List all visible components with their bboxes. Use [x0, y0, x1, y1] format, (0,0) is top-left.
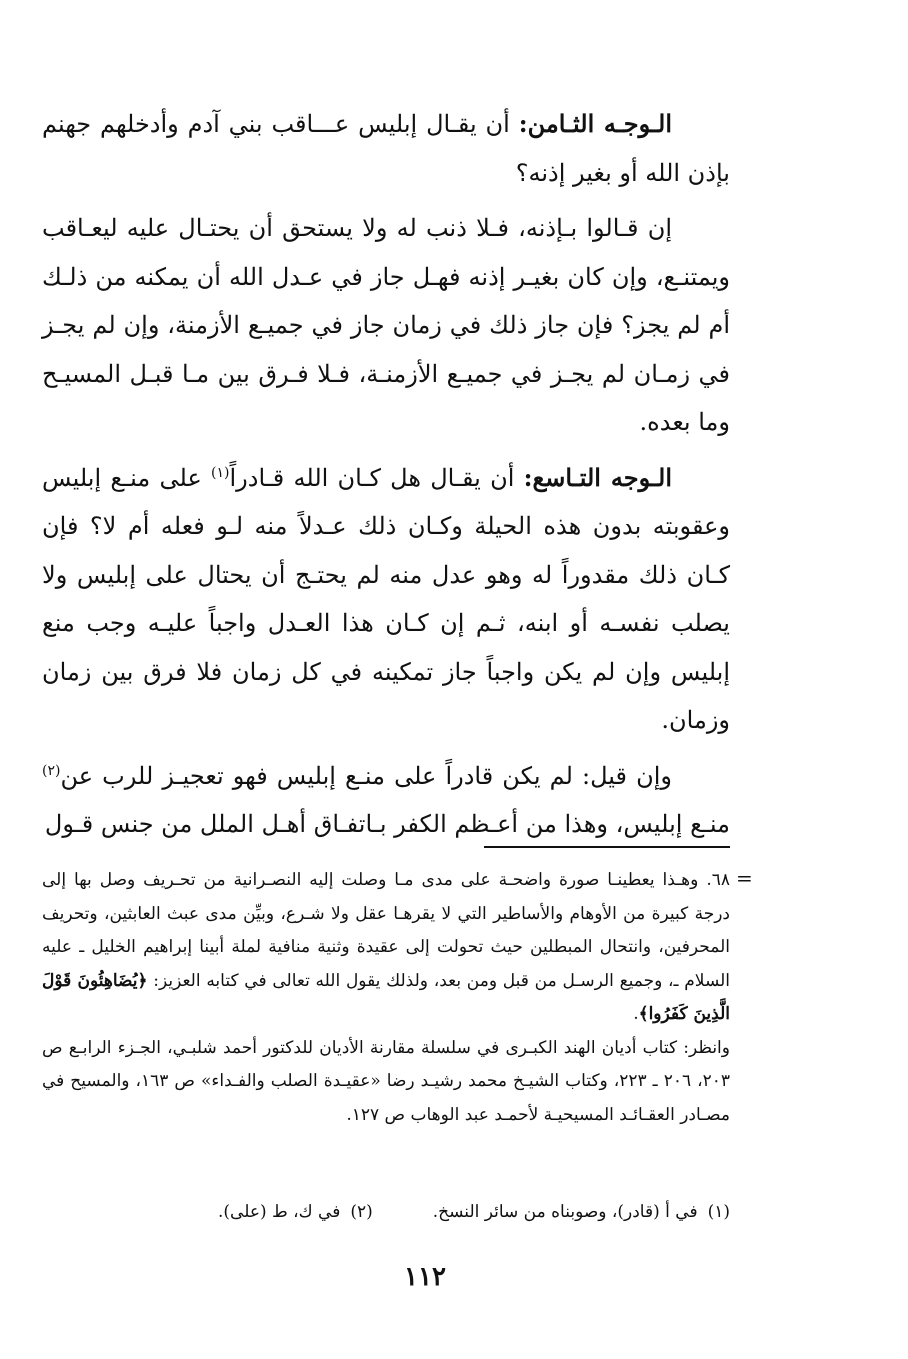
footnote-text: في أ (قادر)، وصوبناه من سائر النسخ. [432, 1202, 698, 1222]
footnote-divider [484, 846, 730, 848]
note-references [42, 1032, 730, 1133]
footnotes [42, 1196, 730, 1228]
continuation-mark: = [736, 866, 753, 890]
note-text: وانظر: كتاب أديان الهند الكبـرى في سلسلة مقارنة الأديان للدكتور أحمد شلبـي، الجـزء الرابـع ص ٢٠٣، ٢٠٦ ـ ٢٢٣، وكتاب الشيـخ محمد رشيـد رضا «عقيـدة الصلب والفـداء» ص ١٦٣، والمسيح في مصـادر العقـائـد المسيحيـة لأحمـد عبد الوهاب ص ١٢٧. [42, 1037, 730, 1125]
footnote-text: في ك، ط (على). [218, 1202, 341, 1222]
paragraph-text: أن يقـال هل كـان الله قـادراً [229, 463, 524, 492]
paragraph-ninth-aspect [42, 454, 730, 745]
note-text: وهـذا يعطينـا صورة واضحـة على مدى مـا وصلت إليه النصـرانية من تحـريف وصل بها إلى درجة كبيرة من الأوهام والأساطير التي لا يقرهـا عقل ولا شـرع، وبيِّن مدى عبث العابثين، وتحريف المحرفين، وانتحال المبطلين حيث تحولت إلى عقيدة وثنية منافية لملة أبينا إبراهيم الخليل ـ عليه السلام ـ، وجميع الرسـل من قبل ومن بعد، ولذلك يقول الله تعالى في كتابه العزيز: [42, 870, 731, 991]
footnote-1 [433, 1196, 730, 1228]
footnote-ref-2[interactable]: (٢) [42, 762, 61, 779]
note-number: ٦٨. [706, 870, 730, 890]
paragraph-text: وإن قيل: لم يكن قادراً على منـع إبليس فهو تعجيـز للرب عن [60, 761, 672, 790]
paragraph-text: إن قـالوا بـإذنه، فـلا ذنب له ولا يستحق أن يحتـال عليه ليعـاقب ويمتنـع، وإن كان بغيـر إذنه فهـل جاز في عـدل الله أن يمكنه من ذلـك أم لم يجز؟ فإن جاز ذلك في زمان جاز في جميـع الأزمنة، وإن لم يجـز في زمـان لم يجـز في جميـع الأزمنـة، فـلا فـرق بين مـا قبـل المسيـح وما بعده. [42, 214, 730, 436]
paragraph-if-they-said [42, 204, 730, 447]
note-paragraph [42, 864, 730, 1032]
quran-quote: ﴿يُضَاهِئُونَ قَوْلَ الَّذِينَ كَفَرُوا﴾ [42, 970, 730, 1024]
paragraph-text: أن يقـال إبليس عـــاقب بني آدم وأدخلهم جهنم بإذن الله أو بغير إذنه؟ [42, 110, 730, 187]
paragraph-text: على منـع إبليس وعقوبته بدون هذه الحيلة وكـان ذلك عـدلاً منه لـو فعله أم لا؟ فإن كـان ذلك مقدوراً له وهو عدل منه لم يحتـج أن يحتال على إبليس ولا يصلب نفسـه أو ابنه، ثـم إن كـان هذا العـدل واجباً عليـه وجب منع إبليس وإن لم يكن واجباً جاز تمكينه في كل زمان فلا فرق بين زمان وزمان. [42, 463, 730, 734]
editor-note [42, 864, 730, 1132]
paragraph-text: منـع إبليس، وهذا من أعـظم الكفر بـاتفـاق أهـل الملل من جنس قـول [44, 810, 730, 838]
paragraph-heading: الـوجـه الثـامن: [518, 109, 672, 138]
footnote-number: (٢) [350, 1202, 373, 1222]
note-period: . [633, 1004, 639, 1024]
footnote-2 [218, 1196, 373, 1228]
paragraph-heading: الـوجه التـاسع: [523, 462, 672, 492]
main-text [42, 100, 730, 856]
footnote-number: (١) [707, 1202, 730, 1222]
page-number: ١١٢ [404, 1262, 446, 1292]
paragraph-if-it-was-said [42, 752, 730, 849]
footnote-ref-1[interactable]: (١) [211, 464, 230, 481]
paragraph-eighth-aspect [42, 100, 730, 197]
